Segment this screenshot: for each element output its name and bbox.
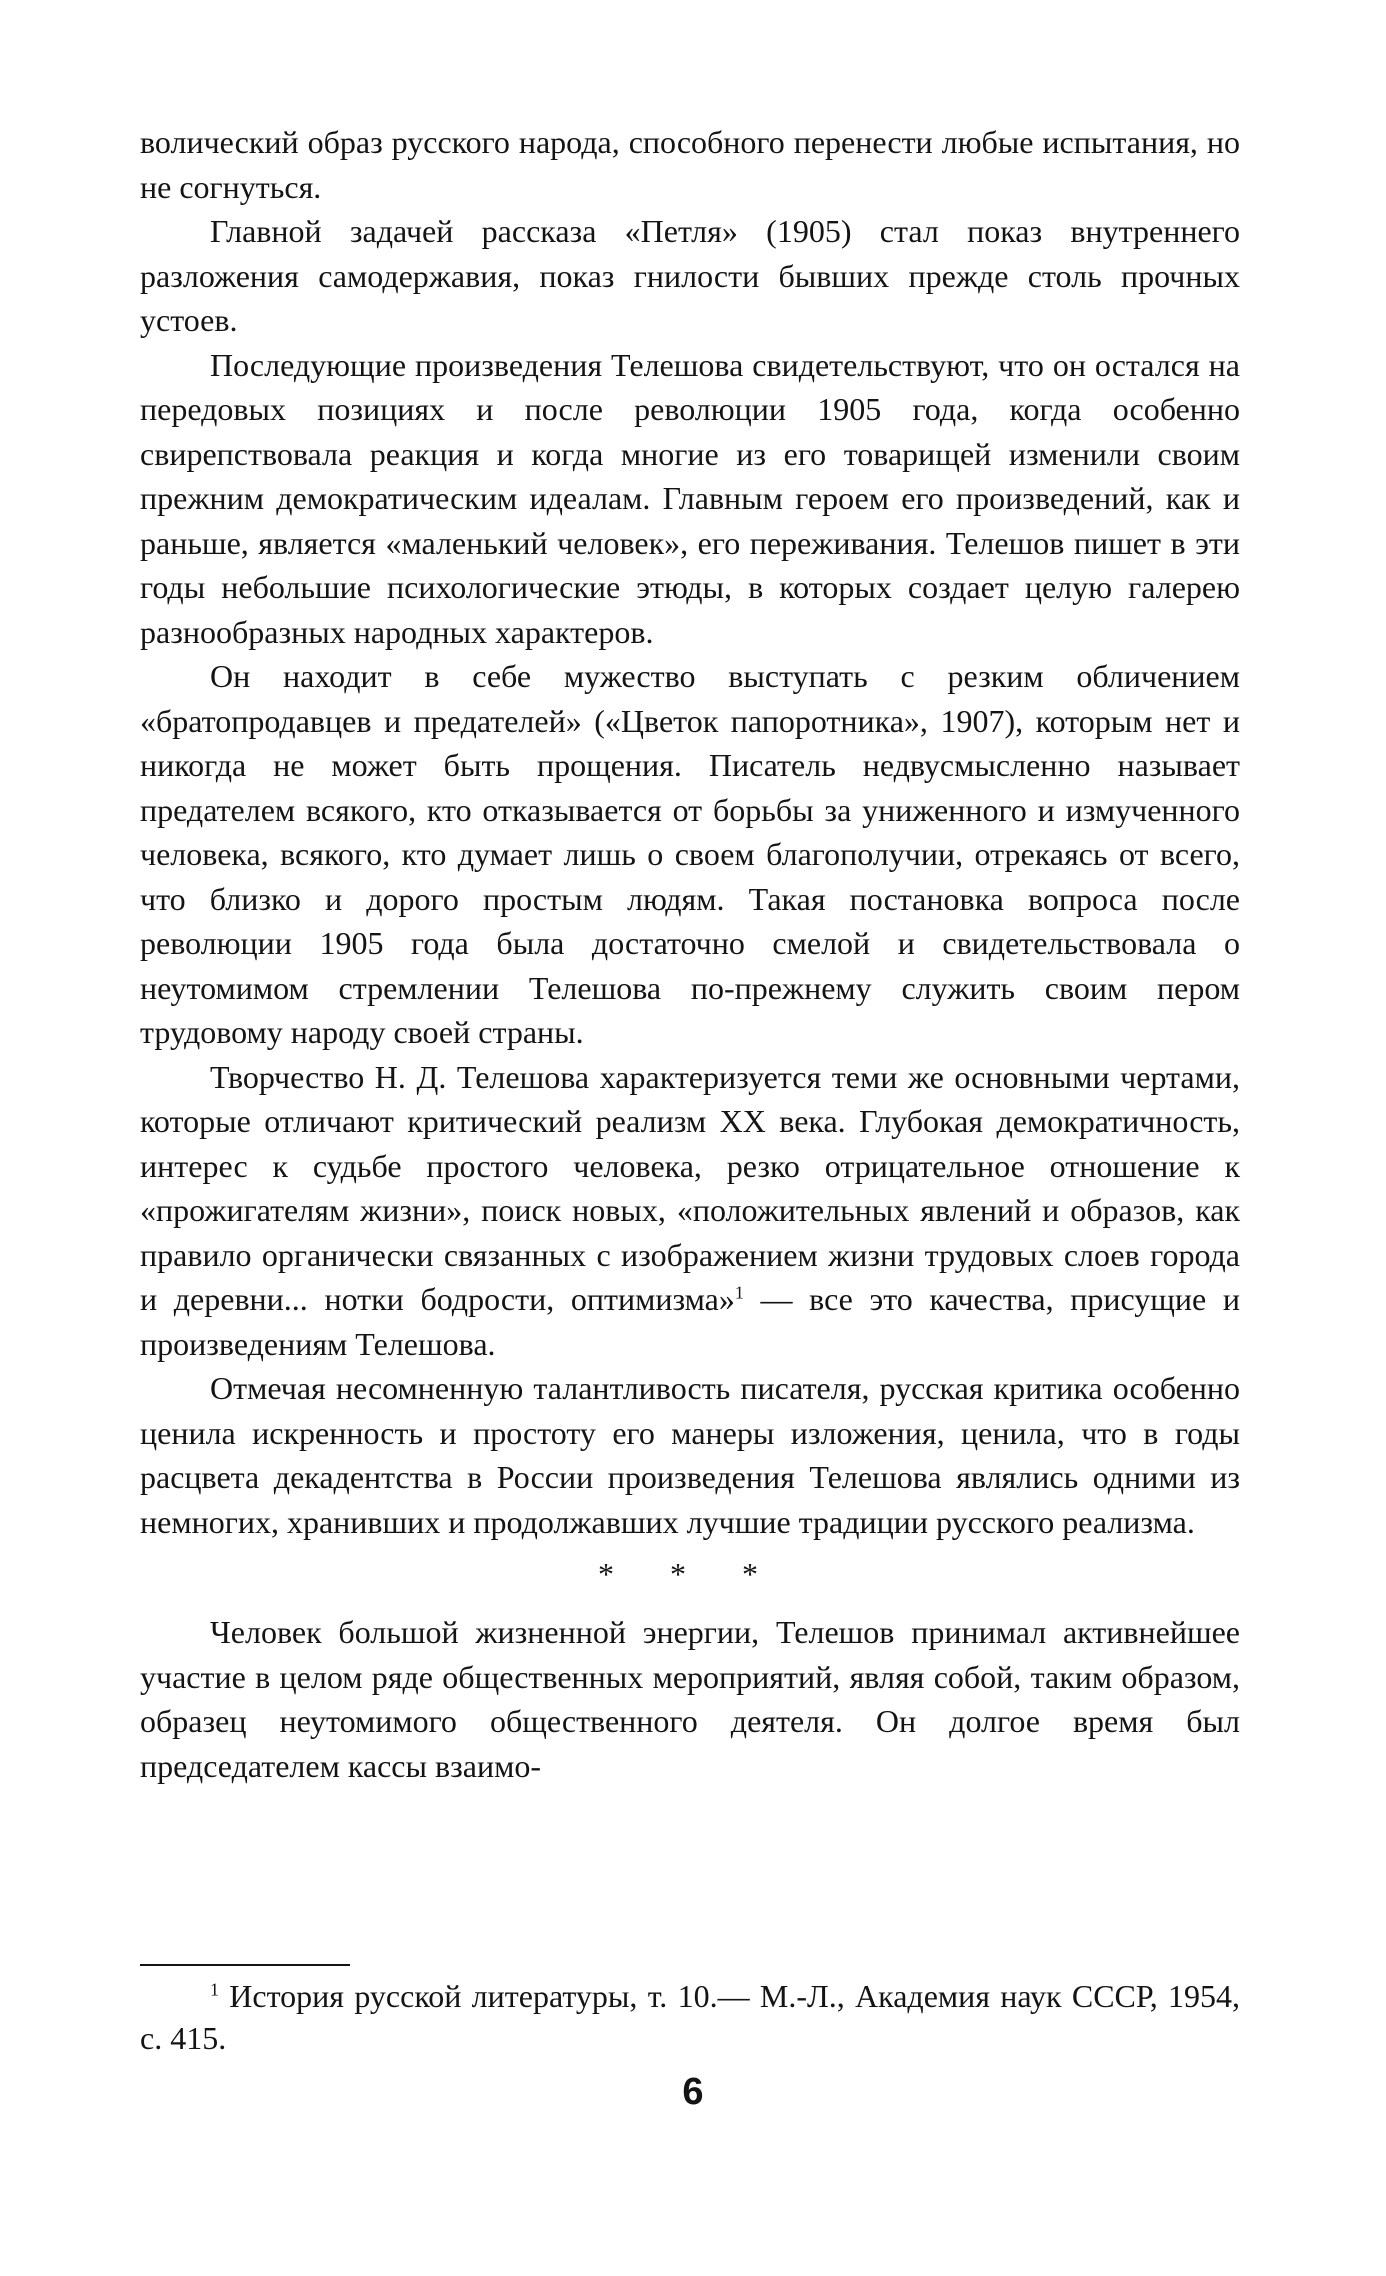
section-separator: * * * bbox=[598, 1556, 782, 1592]
paragraph-with-footnote bbox=[140, 1055, 1240, 1367]
paragraph: Главной задачей рассказа «Петля» (1905) стал показ внутреннего разложения самодержавия, показ гнилости бывших прежде столь прочных устоев. bbox=[140, 213, 1240, 338]
page-body bbox=[140, 120, 1240, 1788]
paragraph-text: — все это качества, присущие и произведениям Телешова. bbox=[140, 1281, 1241, 1362]
footnote-mark: 1 bbox=[210, 1979, 219, 2000]
paragraph: Отмечая несомненную талантливость писателя, русская критика особенно ценила искренность и простоту его манеры изложения, ценила, что в годы расцвета декадентства в России произведения Телешова являлись одними из немногих, хранивших и продолжавших лучшие традиции русского реализма. bbox=[140, 1370, 1240, 1540]
paragraph-text: Творчество Н. Д. Телешова характеризуется теми же основными чертами, которые отличают критический реализм XX века. Глубокая демократичность, интерес к судьбе простого человека, резко отрицательное отношение к «прожигателям жизни», поиск новых, «положительных явлений и образов, как правило органически связанных с изображением жизни трудовых слоев города и деревни... нотки бодрости, оптимизма» bbox=[140, 1058, 1240, 1317]
footnote bbox=[140, 1975, 1240, 2059]
footnote-text: История русской литературы, т. 10.— М.-Л., Академия наук СССР, 1954, с. 415. bbox=[140, 1978, 1240, 2056]
paragraph: Он находит в себе мужество выступать с резким обличением «братопродавцев и предателей» («Цветок папоротника», 1907), которым нет и никогда не может быть прощения. Писатель недвусмысленно называет предателем всякого, кто отказывается от борьбы за униженного и измученного человека, всякого, кто думает лишь о своем благополучии, отрекаясь от всего, что близко и дорого простым людям. Такая постановка вопроса после революции 1905 года была достаточно смелой и свидетельствовала о неутомимом стремлении Телешова по-прежнему служить своим пером трудовому народу своей страны. bbox=[140, 658, 1240, 1050]
paragraph: Человек большой жизненной энергии, Телешов принимал активнейшее участие в целом ряде общественных мероприятий, являя собой, таким образом, образец неутомимого общественного деятеля. Он долгое время был председателем кассы взаимо- bbox=[140, 1614, 1240, 1784]
footnote-reference: 1 bbox=[734, 1282, 744, 1303]
paragraph-continuation: волический образ русского народа, способного перенести любые испытания, но не согнуться. bbox=[140, 124, 1240, 205]
footnote-divider bbox=[140, 1964, 350, 1966]
paragraph: Последующие произведения Телешова свидетельствуют, что он остался на передовых позициях и после революции 1905 года, когда особенно свирепствовала реакция и когда многие из его товарищей изменили своим прежним демократическим идеалам. Главным героем его произведений, как и раньше, является «маленький человек», его переживания. Телешов пишет в эти годы небольшие психологические этюды, в которых создает целую галерею разнообразных народных характеров. bbox=[140, 346, 1240, 650]
page-number: 6 bbox=[682, 2071, 704, 2113]
